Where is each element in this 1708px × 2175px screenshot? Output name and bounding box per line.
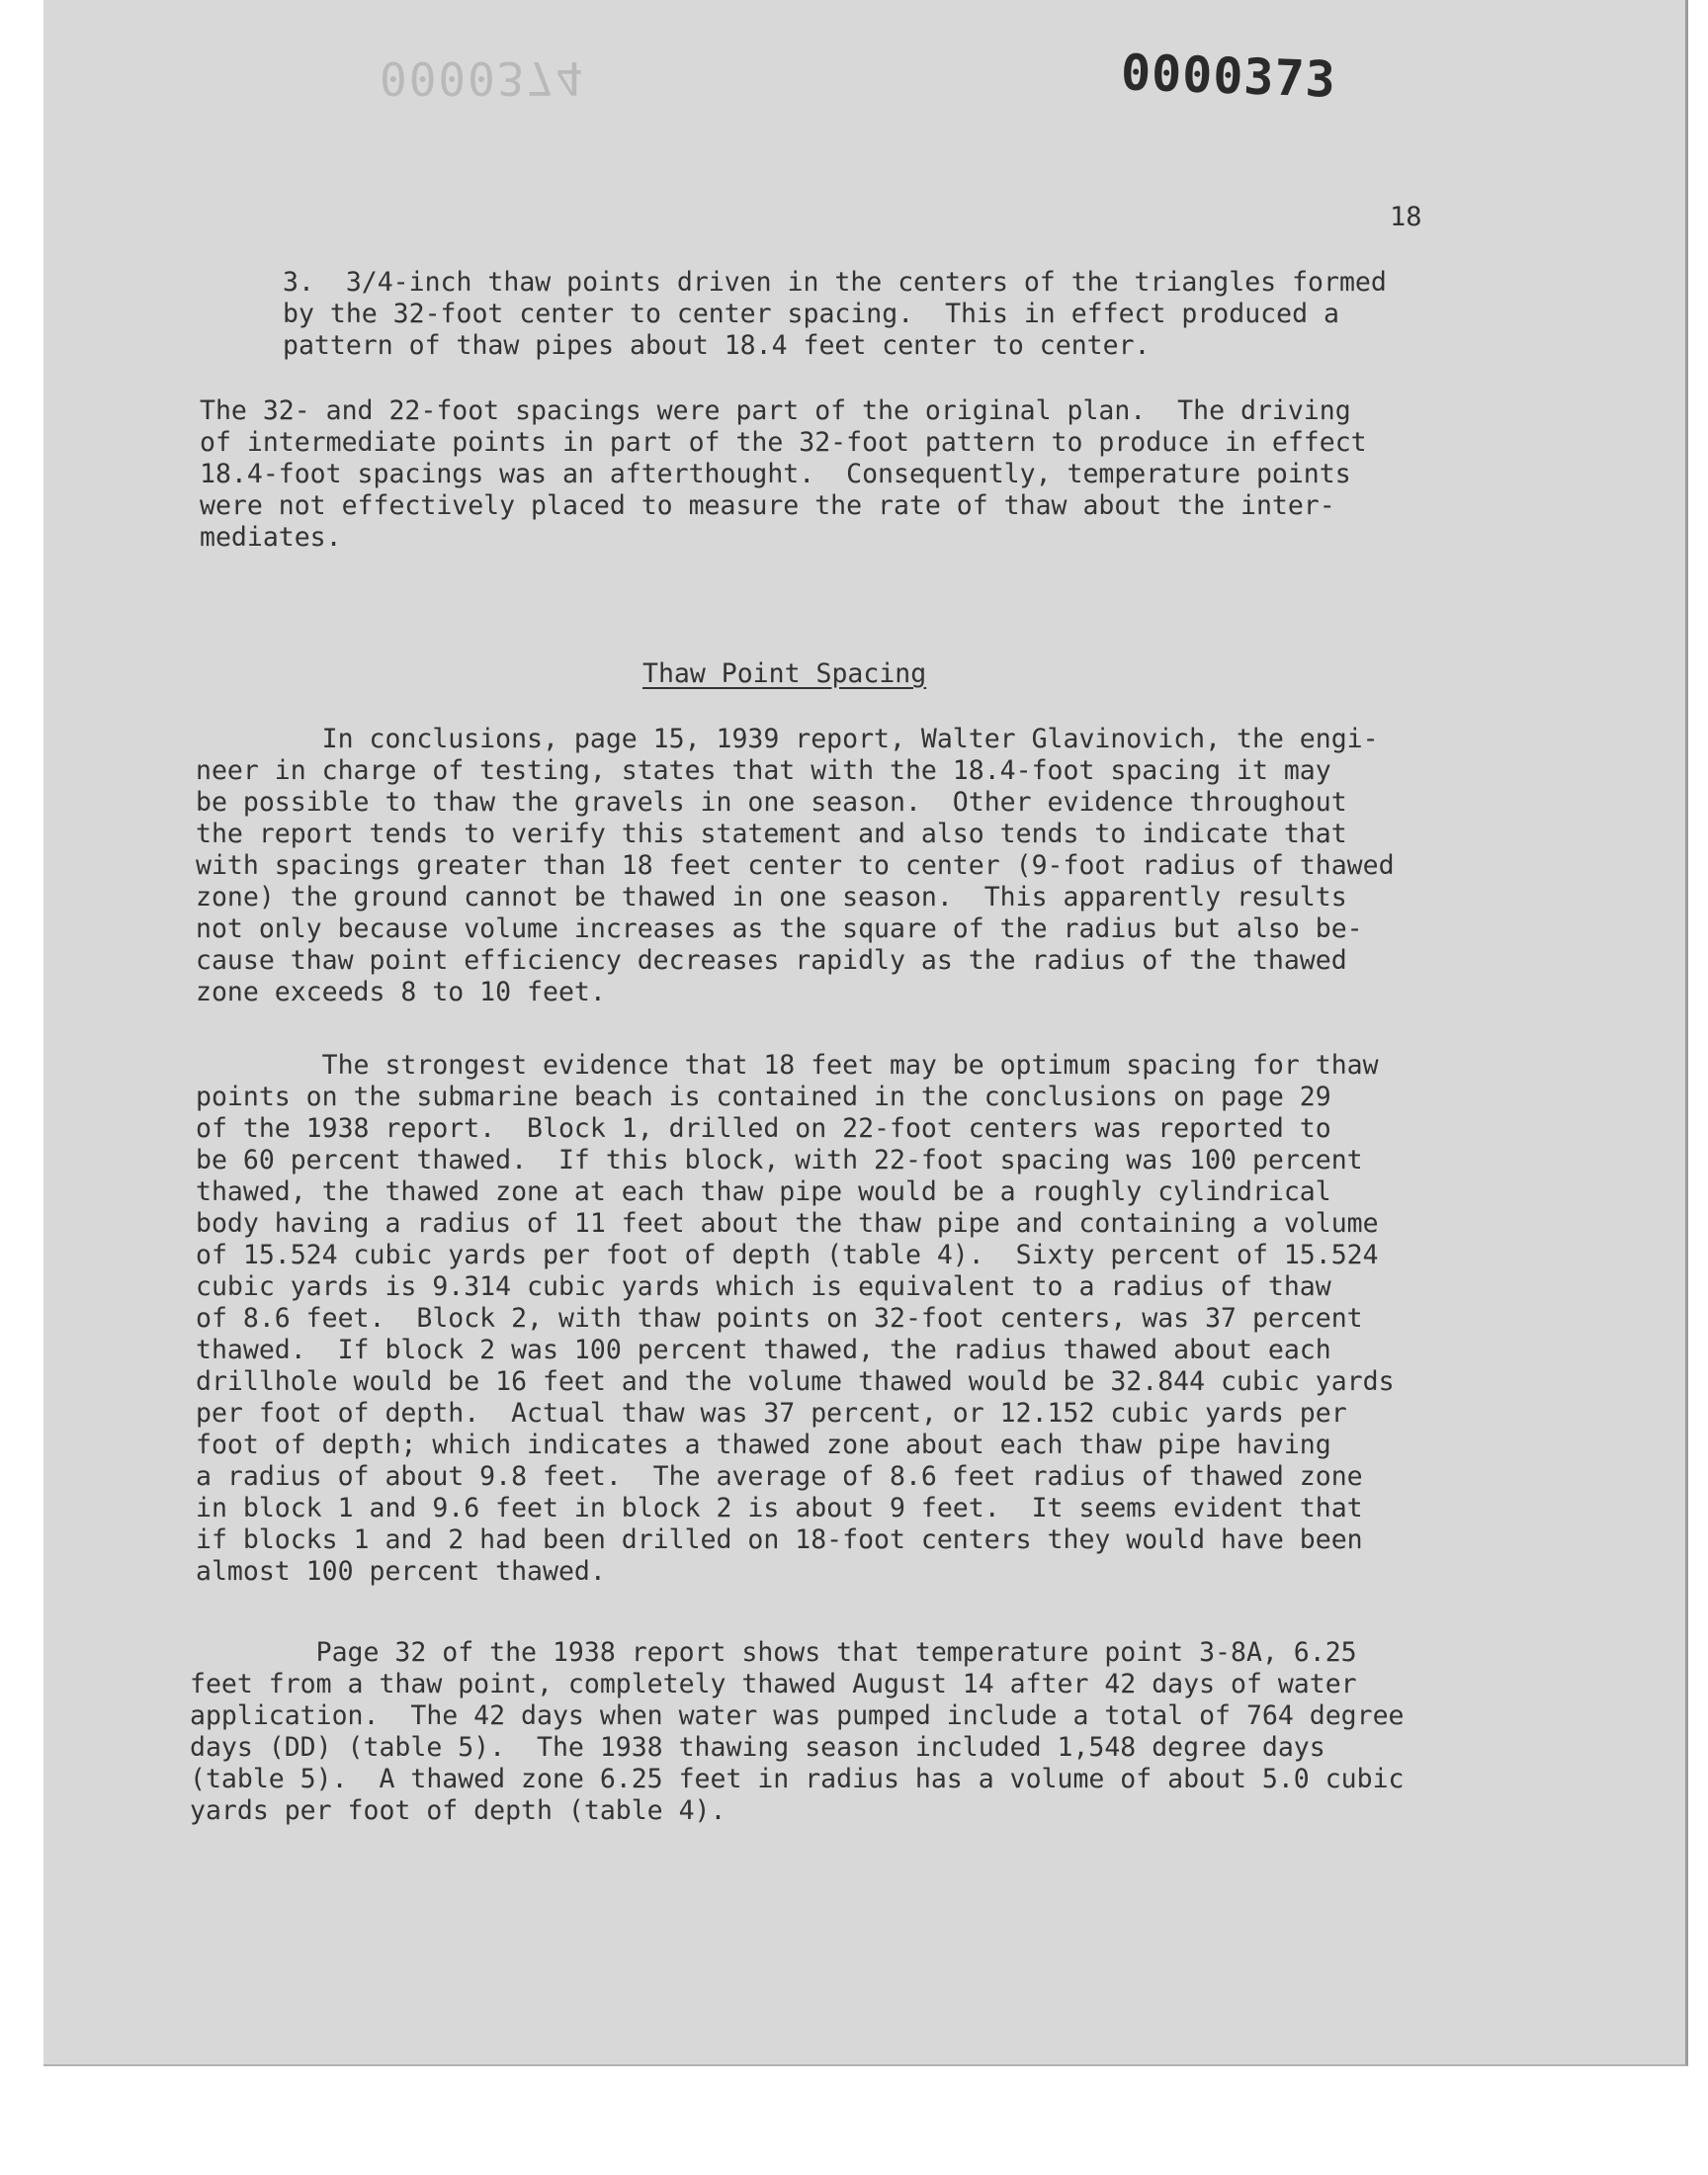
list-item-3: 3. 3/4-inch thaw points driven in the centers of the triangles formed by the 32-foot center to center spacing. This in effect produced a pattern of thaw pipes about 18.4 feet center to center. bbox=[283, 267, 1387, 361]
faint-stamp-number: 0000374 bbox=[380, 51, 585, 105]
paragraph-evidence: The strongest evidence that 18 feet may be optimum spacing for thaw points on the submarine beach is contained in the conclusions on page 29 of the 1938 report. Block 1, drilled on 22-foot centers was reported to be 60 percent thawed. If this block, with 22-foot spacing was 100 percent thawed, the thawed zone at each thaw pipe would be a roughly cylindrical body having a radius of 11 feet about the thaw pipe and containing a volume of 15.524 cubic yards per foot of depth (table 4). Sixty percent of 15.524 cubic yards is 9.314 cubic yards which is equivalent to a radius of thaw of 8.6 feet. Block 2, with thaw points on 32-foot centers, was 37 percent thawed. If block 2 was 100 percent thawed, the radius thawed about each drillhole would be 16 feet and the volume thawed would be 32.844 cubic yards per foot of depth. Actual thaw was 37 percent, or 12.152 cubic yards per foot of depth; which indicates a thawed zone about each thaw pipe having a radius of about 9.8 feet. The average of 8.6 feet radius of thawed zone in block 1 and 9.6 feet in block 2 is about 9 feet. It seems evident that if blocks 1 and 2 had been drilled on 18-foot centers they would have been almost 100 percent thawed. bbox=[196, 1050, 1395, 1587]
paragraph-conclusions: In conclusions, page 15, 1939 report, Walter Glavinovich, the engi- neer in charge of testing, states that with the 18.4-foot spacing it may be possible to thaw the gravels in one season. Other evidence throughout the report tends to verify this statement and also tends to indicate that with spacings greater than 18 feet center to center (9-foot radius of thawed zone) the ground cannot be thawed in one season. This apparently results not only because volume increases as the square of the radius but also be- cause thaw point efficiency decreases rapidly as the radius of the thawed zone exceeds 8 to 10 feet. bbox=[196, 724, 1395, 1007]
document-stamp-number: 0000373 bbox=[1120, 44, 1337, 109]
paragraph-spacing-plan: The 32- and 22-foot spacings were part of the original plan. The driving of intermediate points in part of the 32-foot pattern to produce in effect 18.4-foot spacings was an afterthought. Consequently, temperature points were not effectively placed to measure the rate of thaw about the inter- mediates. bbox=[200, 395, 1367, 553]
bottom-margin bbox=[0, 2104, 1708, 2175]
paragraph-temperature-point: Page 32 of the 1938 report shows that temperature point 3-8A, 6.25 feet from a thaw point, completely thawed August 14 after 42 days of water application. The 42 days when water was pumped include a total of 764 degree days (DD) (table 5). The 1938 thawing season included 1,548 degree days (table 5). A thawed zone 6.25 feet in radius has a volume of about 5.0 cubic yards per foot of depth (table 4). bbox=[190, 1637, 1405, 1826]
page-number: 18 bbox=[1390, 202, 1422, 232]
section-heading: Thaw Point Spacing bbox=[642, 658, 927, 689]
